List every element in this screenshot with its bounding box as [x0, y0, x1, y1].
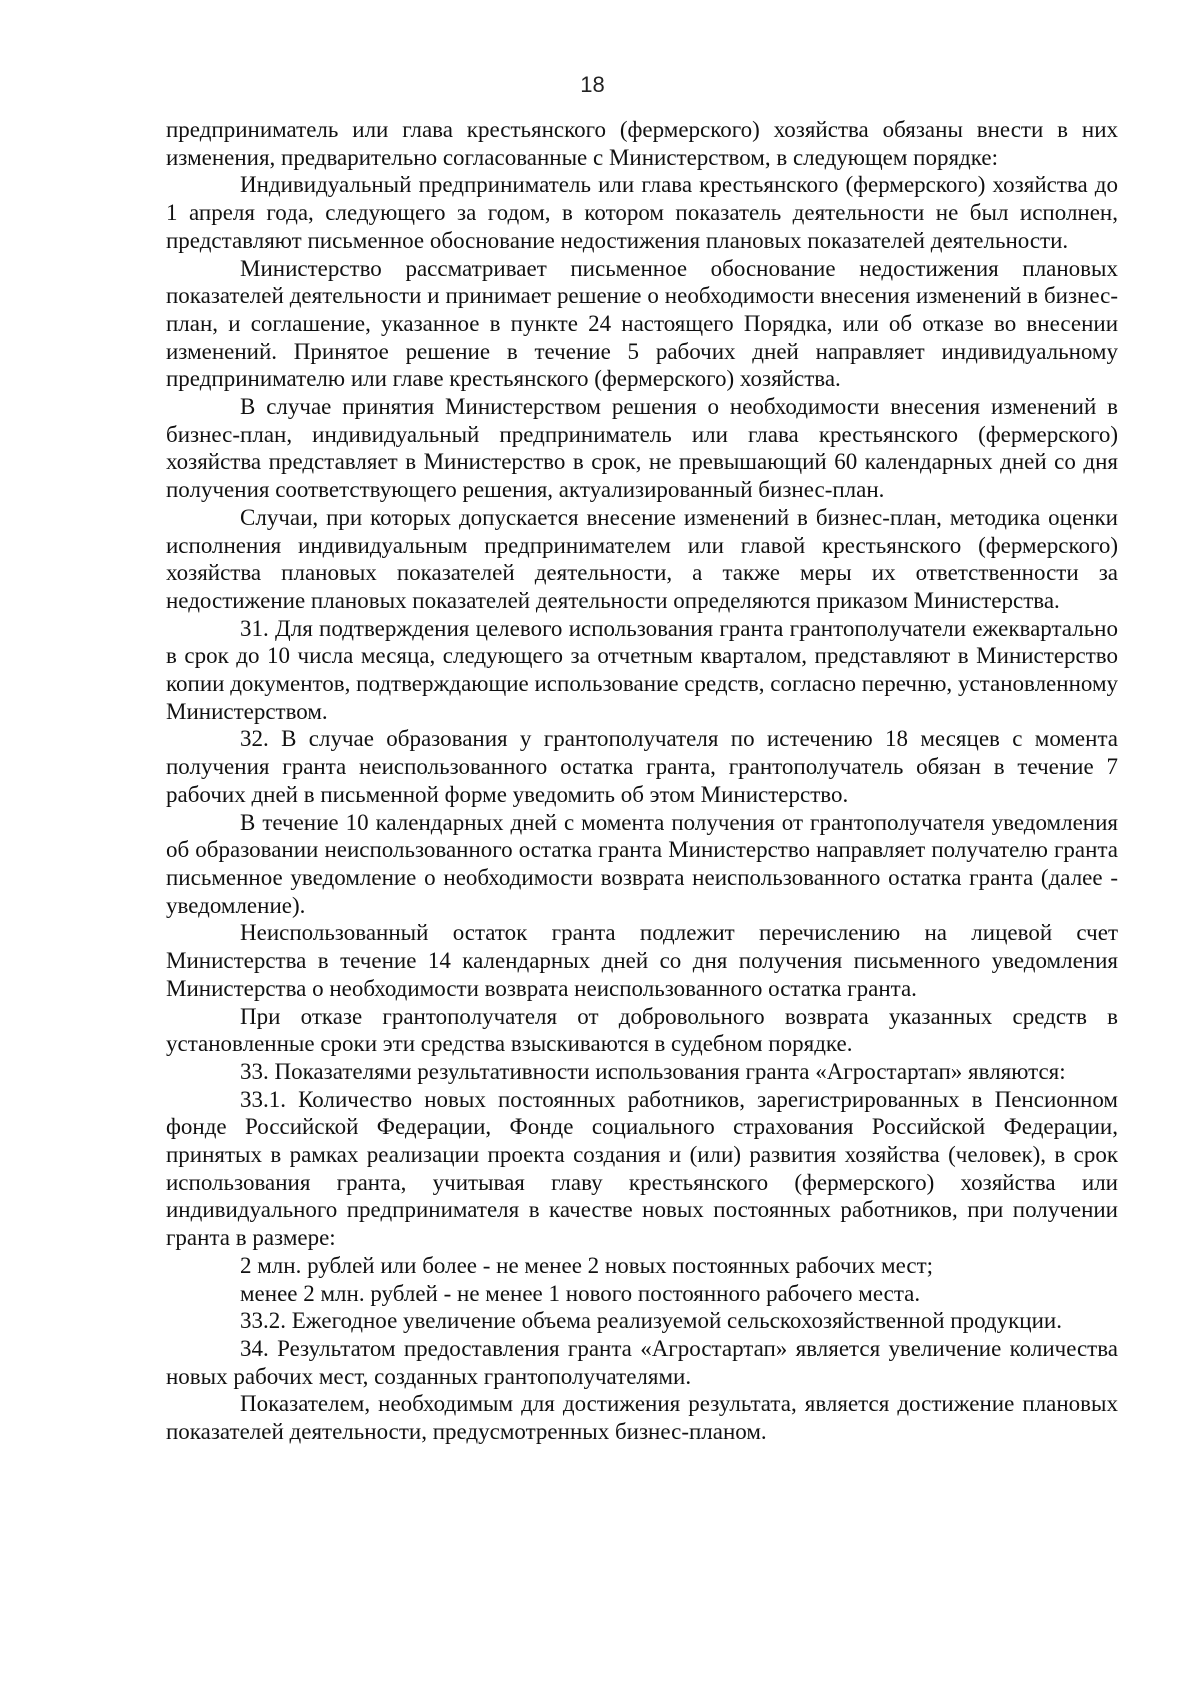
paragraph-item-33-1: 33.1. Количество новых постоянных работников, зарегистрированных в Пенсионном фонде Российской Федерации, Фонде социального страхования Российской Федерации, принятых в рамках реализации проекта создания и (или) развития хозяйства (человек), в срок использования гранта, учитывая главу крестьянского (фермерского) хозяйства или индивидуального предпринимателя в качестве новых постоянных работников, при получении гранта в размере: [166, 1086, 1118, 1251]
paragraph: Случаи, при которых допускается внесение изменений в бизнес-план, методика оценки исполнения индивидуальным предпринимателем или главой крестьянского (фермерского) хозяйства плановых показателей деятельности, а также меры их ответственности за недостижение плановых показателей деятельности определяются приказом Министерства. [166, 504, 1118, 613]
paragraph-item-33: 33. Показателями результативности использования гранта «Агростартап» являются: [240, 1058, 1066, 1084]
paragraph: Неиспользованный остаток гранта подлежит перечислению на лицевой счет Министерства в течение 14 календарных дней со дня получения письменного уведомления Министерства о необходимости возврата неиспользованного остатка гранта. [166, 920, 1118, 1001]
paragraph-threshold-high: 2 млн. рублей или более - не менее 2 новых постоянных рабочих мест; [240, 1252, 934, 1278]
paragraph-item-34: 34. Результатом предоставления гранта «Агростартап» является увеличение количества новых рабочих мест, созданных грантополучателями. [166, 1335, 1118, 1389]
paragraph: Показателем, необходимым для достижения результата, является достижение плановых показателей деятельности, предусмотренных бизнес-планом. [166, 1391, 1118, 1445]
paragraph: Индивидуальный предприниматель или глава крестьянского (фермерского) хозяйства до 1 апреля года, следующего за годом, в котором показатель деятельности не был исполнен, представляют письменное обоснование недостижения плановых показателей деятельности. [166, 172, 1118, 253]
paragraph: В течение 10 календарных дней с момента получения от грантополучателя уведомления об образовании неиспользованного остатка гранта Министерство направляет получателю гранта письменное уведомление о необходимости возврата неиспользованного остатка гранта (далее - уведомление). [166, 809, 1118, 918]
paragraph: Министерство рассматривает письменное обоснование недостижения плановых показателей деятельности и принимает решение о необходимости внесения изменений в бизнес-план, и соглашение, указанное в пункте 24 настоящего Порядка, или об отказе во внесении изменений. Принятое решение в течение 5 рабочих дней направляет индивидуальному предпринимателю или главе крестьянского (фермерского) хозяйства. [166, 255, 1118, 392]
paragraph-item-33-2: 33.2. Ежегодное увеличение объема реализуемой сельскохозяйственной продукции. [240, 1308, 1062, 1334]
paragraph: В случае принятия Министерством решения о необходимости внесения изменений в бизнес-план, индивидуальный предприниматель или глава крестьянского (фермерского) хозяйства представляет в Министерство в срок, не превышающий 60 календарных дней со дня получения соответствующего решения, актуализированный бизнес-план. [166, 394, 1118, 503]
paragraph: предприниматель или глава крестьянского (фермерского) хозяйства обязаны внести в них изменения, предварительно согласованные с Министерством, в следующем порядке: [166, 117, 1118, 170]
paragraph-item-31: 31. Для подтверждения целевого использования гранта грантополучатели ежеквартально в срок до 10 числа месяца, следующего за отчетным кварталом, представляют в Министерство копии документов, подтверждающие использование средств, согласно перечню, установленному Министерством. [166, 615, 1118, 724]
paragraph: При отказе грантополучателя от добровольного возврата указанных средств в установленные сроки эти средства взыскиваются в судебном порядке. [166, 1003, 1118, 1057]
paragraph-threshold-low: менее 2 млн. рублей - не менее 1 нового постоянного рабочего места. [240, 1280, 921, 1306]
paragraph-item-32: 32. В случае образования у грантополучателя по истечению 18 месяцев с момента получения гранта неиспользованного остатка гранта, грантополучатель обязан в течение 7 рабочих дней в письменной форме уведомить об этом Министерство. [166, 726, 1118, 807]
document-body [166, 116, 1118, 1446]
page-number: 18 [580, 72, 605, 97]
